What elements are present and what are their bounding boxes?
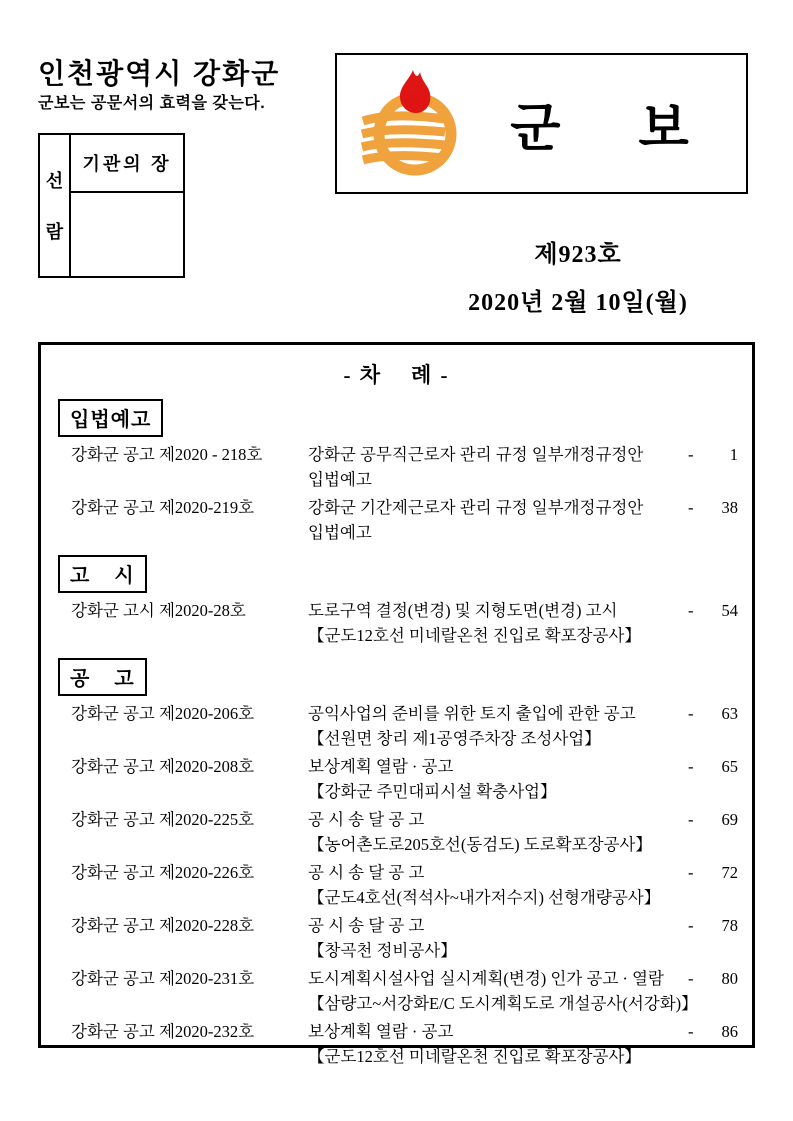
entry-title: 공익사업의 준비를 위한 토지 출입에 관한 공고 [308, 704, 636, 723]
section-heading-announcement: 공 고 [58, 658, 147, 696]
entry-subtitle: 입법예고 [308, 470, 372, 489]
entry-page: 65 [721, 757, 738, 776]
entry-dash: - [688, 704, 694, 723]
entry-titles [308, 754, 688, 804]
entry-page: 1 [729, 445, 738, 464]
entry-pagecell [688, 754, 738, 779]
issue-date: 2020년 2월 10일(월) [468, 290, 688, 316]
entry-dash: - [688, 445, 694, 464]
approval-signature-cell [71, 193, 183, 276]
entry-title: 도시계획시설사업 실시계획(변경) 인가 공고 · 열람 [308, 969, 664, 988]
entry-subtitle: 【군도12호선 미네랄온천 진입로 확포장공사】 [308, 626, 641, 645]
entry-titles [308, 442, 688, 492]
entry-subtitle: 【창곡천 정비공사】 [308, 941, 457, 960]
entry-pagecell [688, 701, 738, 726]
entry-page: 69 [721, 810, 738, 829]
toc-entry [41, 495, 752, 545]
entry-ref: 강화군 공고 제2020-219호 [71, 498, 255, 517]
entry-page: 78 [721, 916, 738, 935]
entry-ref: 강화군 공고 제2020-226호 [71, 863, 255, 882]
toc-entry [41, 966, 752, 1016]
approval-table [38, 133, 185, 278]
entry-dash: - [688, 969, 694, 988]
entry-page: 80 [721, 969, 738, 988]
section-head-row [58, 399, 752, 437]
entry-title: 공 시 송 달 공 고 [308, 863, 425, 882]
entry-ref: 강화군 공고 제2020-232호 [71, 1022, 255, 1041]
entry-ref: 강화군 공고 제2020-228호 [71, 916, 255, 935]
entry-ref: 강화군 공고 제2020 - 218호 [71, 445, 263, 464]
entry-page: 38 [721, 498, 738, 517]
org-subtitle: 군보는 공문서의 효력을 갖는다. [38, 95, 266, 112]
entry-pagecell [688, 807, 738, 832]
entry-pagecell [688, 442, 738, 467]
entry-title: 도로구역 결정(변경) 및 지형도면(변경) 고시 [308, 601, 618, 620]
toc-entry [41, 701, 752, 751]
entry-title: 보상계획 열람 · 공고 [308, 757, 454, 776]
entry-pagecell [688, 495, 738, 520]
entry-titles [308, 966, 698, 1016]
entry-dash: - [688, 498, 694, 517]
entry-pagecell [688, 860, 738, 885]
toc-entry [41, 442, 752, 492]
entry-titles [308, 1019, 688, 1069]
entry-subtitle: 【삼량고~서강화E/C 도시계획도로 개설공사(서강화)】 [308, 994, 698, 1013]
entry-pagecell [688, 598, 738, 623]
entry-title: 강화군 기간제근로자 관리 규정 일부개정규정안 [308, 498, 644, 517]
entry-dash: - [688, 1022, 694, 1041]
county-emblem-icon [357, 68, 463, 180]
entry-ref: 강화군 고시 제2020-28호 [71, 601, 246, 620]
entry-title: 공 시 송 달 공 고 [308, 810, 425, 829]
issue-number: 제923호 [534, 242, 622, 268]
approval-header-cell: 기관의 장 [71, 135, 183, 193]
entry-ref: 강화군 공고 제2020-231호 [71, 969, 255, 988]
entry-subtitle: 【군도4호선(적석사~내가저수지) 선형개량공사】 [308, 888, 661, 907]
entry-titles [308, 598, 688, 648]
entry-titles [308, 913, 688, 963]
approval-label-top: 선 [45, 171, 64, 192]
section-heading-legislative-notice: 입법예고 [58, 399, 163, 437]
entry-page: 63 [721, 704, 738, 723]
entry-title: 보상계획 열람 · 공고 [308, 1022, 454, 1041]
entry-titles [308, 495, 688, 545]
approval-label-bottom: 람 [45, 221, 64, 242]
section-heading-notification: 고 시 [58, 555, 147, 593]
entry-subtitle: 【군도12호선 미네랄온천 진입로 확포장공사】 [308, 1047, 641, 1066]
approval-main [71, 135, 183, 276]
entry-title: 공 시 송 달 공 고 [308, 916, 425, 935]
toc-box [38, 342, 755, 1066]
entry-titles [308, 807, 688, 857]
entry-subtitle: 【농어촌도로205호선(동검도) 도로확포장공사】 [308, 835, 652, 854]
entry-titles [308, 701, 688, 751]
toc-entry [41, 754, 752, 804]
entry-subtitle: 입법예고 [308, 523, 372, 542]
toc-entry [41, 598, 752, 648]
section-head-row [58, 658, 752, 696]
toc-title: - 차 례 - [343, 363, 450, 387]
entry-title: 강화군 공무직근로자 관리 규정 일부개정규정안 [308, 445, 644, 464]
toc-entry [41, 913, 752, 963]
entry-subtitle: 【강화군 주민대피시설 확충사업】 [308, 782, 557, 801]
entry-ref: 강화군 공고 제2020-225호 [71, 810, 255, 829]
toc-entry [41, 807, 752, 857]
approval-side-label [40, 135, 71, 276]
entry-page: 54 [721, 601, 738, 620]
entry-ref: 강화군 공고 제2020-206호 [71, 704, 255, 723]
entry-pagecell [688, 1019, 738, 1044]
entry-titles [308, 860, 688, 910]
entry-pagecell [688, 966, 738, 991]
masthead-title: 군 보 [510, 101, 689, 158]
section-head-row [58, 555, 752, 593]
entry-dash: - [688, 757, 694, 776]
toc-entry [41, 1019, 752, 1069]
entry-dash: - [688, 601, 694, 620]
entry-pagecell [688, 913, 738, 938]
entry-dash: - [688, 863, 694, 882]
entry-ref: 강화군 공고 제2020-208호 [71, 757, 255, 776]
entry-dash: - [688, 916, 694, 935]
entry-page: 86 [721, 1022, 738, 1041]
toc-entry [41, 860, 752, 910]
entry-dash: - [688, 810, 694, 829]
masthead-box [335, 53, 748, 194]
org-title: 인천광역시 강화군 [38, 58, 281, 89]
entry-page: 72 [721, 863, 738, 882]
entry-subtitle: 【선원면 창리 제1공영주차장 조성사업】 [308, 729, 601, 748]
